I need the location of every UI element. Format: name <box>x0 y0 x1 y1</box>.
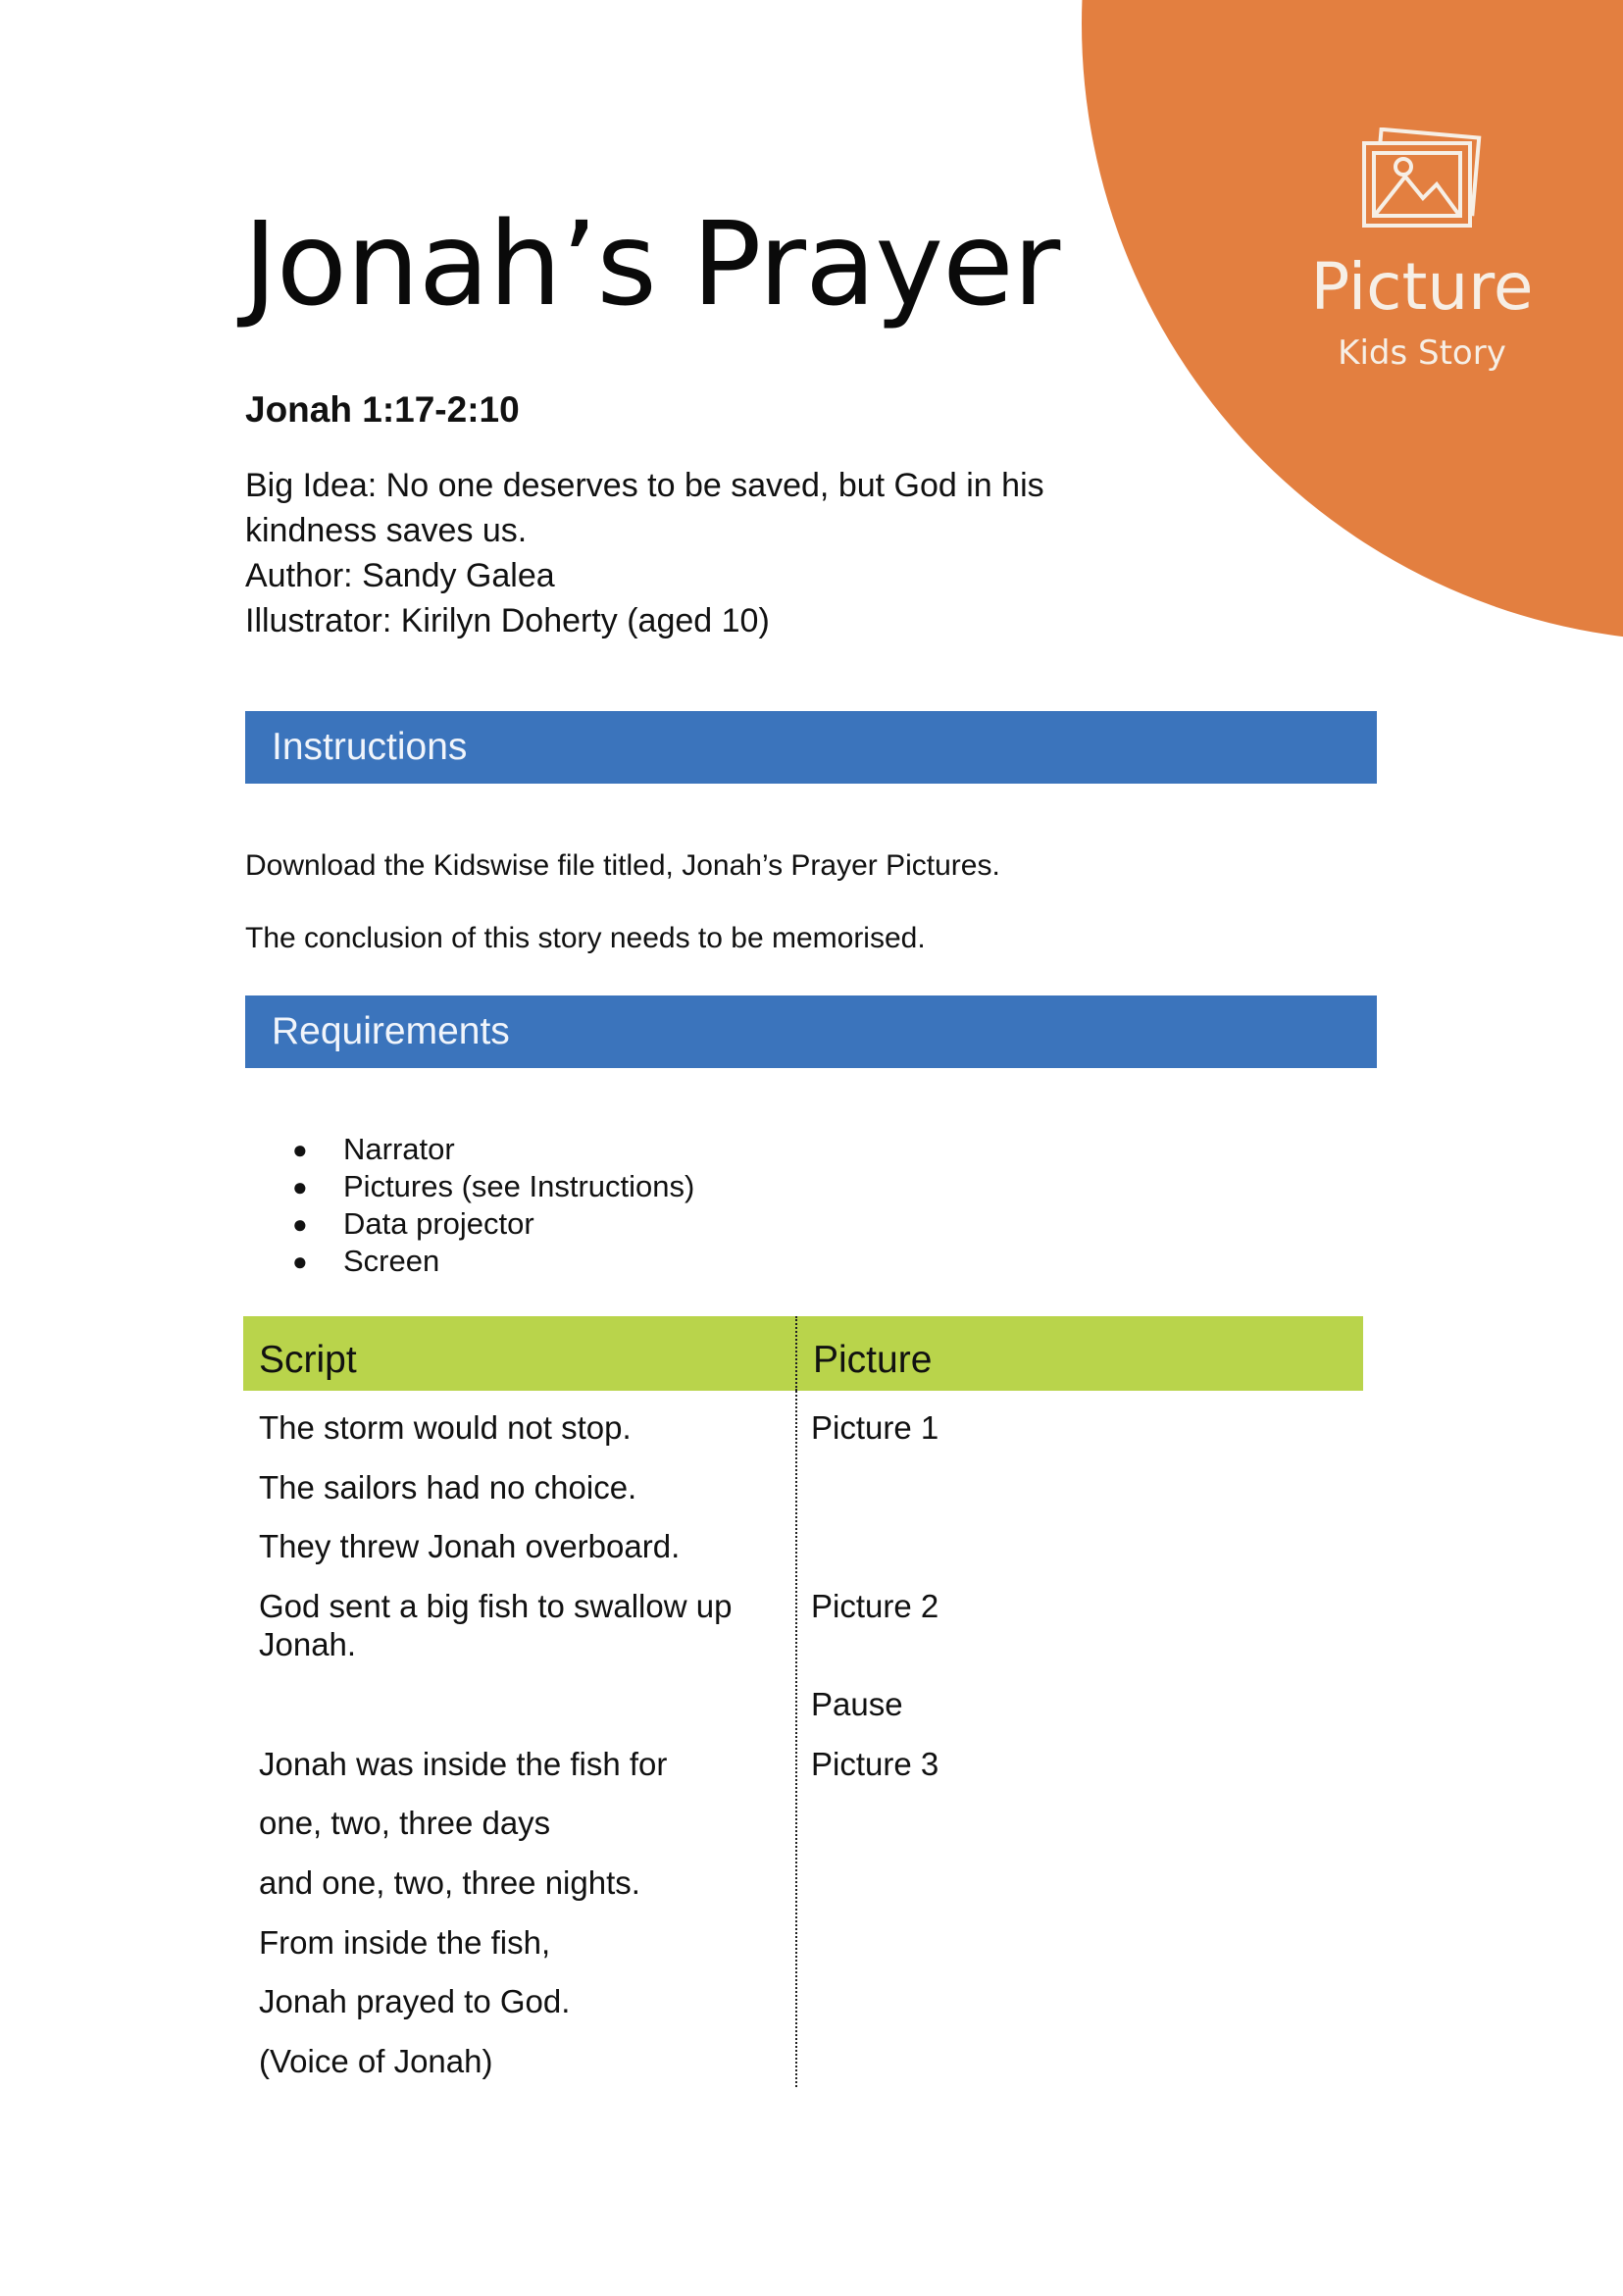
script-cell: one, two, three days <box>259 1805 551 1841</box>
list-item <box>245 1205 694 1243</box>
requirements-heading: Requirements <box>245 995 1377 1068</box>
instructions-paragraph: The conclusion of this story needs to be memorised. <box>245 922 926 954</box>
script-cell: Jonah was inside the fish for <box>259 1746 668 1782</box>
table-header <box>243 1316 1363 1391</box>
badge-title: Picture <box>1310 249 1534 325</box>
script-cell: The sailors had no choice. <box>259 1469 637 1505</box>
bullet: ● <box>292 1172 308 1201</box>
script-cell: The storm would not stop. <box>259 1409 632 1446</box>
bullet: ● <box>292 1209 308 1239</box>
script-cell: and one, two, three nights. <box>259 1864 640 1901</box>
script-cell: (Voice of Jonah) <box>259 2043 493 2079</box>
list-item-label: Screen <box>343 1244 440 1278</box>
instructions-heading: Instructions <box>245 711 1377 784</box>
picture-cell: Picture 3 <box>811 1746 939 1782</box>
script-line: God sent a big fish to swallow up <box>259 1588 733 1624</box>
illustrator-line: Illustrator: Kirilyn Doherty (aged 10) <box>245 602 770 639</box>
big-idea-line-1: Big Idea: No one deserves to be saved, but God in his <box>245 467 1044 504</box>
list-item-label: Pictures (see Instructions) <box>343 1169 695 1203</box>
picture-cell: Pause <box>811 1686 903 1722</box>
author-line: Author: Sandy Galea <box>245 557 555 594</box>
bible-reference: Jonah 1:17-2:10 <box>245 389 520 430</box>
script-table <box>243 1316 1363 2079</box>
list-item <box>245 1131 694 1168</box>
big-idea-line-2: kindness saves us. <box>245 512 528 549</box>
list-item-label: Data projector <box>343 1206 534 1241</box>
instructions-paragraph: Download the Kidswise file titled, Jonah’s Prayer Pictures. <box>245 849 1000 882</box>
list-item <box>245 1243 694 1280</box>
script-line: Jonah. <box>259 1626 357 1662</box>
picture-kids-story-badge <box>1275 128 1569 373</box>
column-header-script: Script <box>243 1316 797 1391</box>
badge-subtitle: Kids Story <box>1338 333 1506 373</box>
script-cell <box>259 1587 779 1663</box>
story-meta <box>245 463 1089 643</box>
bullet: ● <box>292 1135 308 1164</box>
picture-cell: Picture 2 <box>811 1588 939 1624</box>
bullet: ● <box>292 1247 308 1276</box>
column-header-picture: Picture <box>813 1339 933 1381</box>
picture-cell: Picture 1 <box>811 1409 939 1446</box>
requirements-list <box>245 1131 694 1280</box>
script-cell: Jonah prayed to God. <box>259 1983 571 2019</box>
list-item <box>245 1168 694 1205</box>
picture-frame-icon <box>1356 128 1488 233</box>
script-cell: They threw Jonah overboard. <box>259 1528 681 1564</box>
page-title: Jonah’s Prayer <box>243 196 1060 332</box>
list-item-label: Narrator <box>343 1132 455 1166</box>
script-cell: From inside the fish, <box>259 1924 551 1961</box>
column-divider <box>795 1391 797 2087</box>
